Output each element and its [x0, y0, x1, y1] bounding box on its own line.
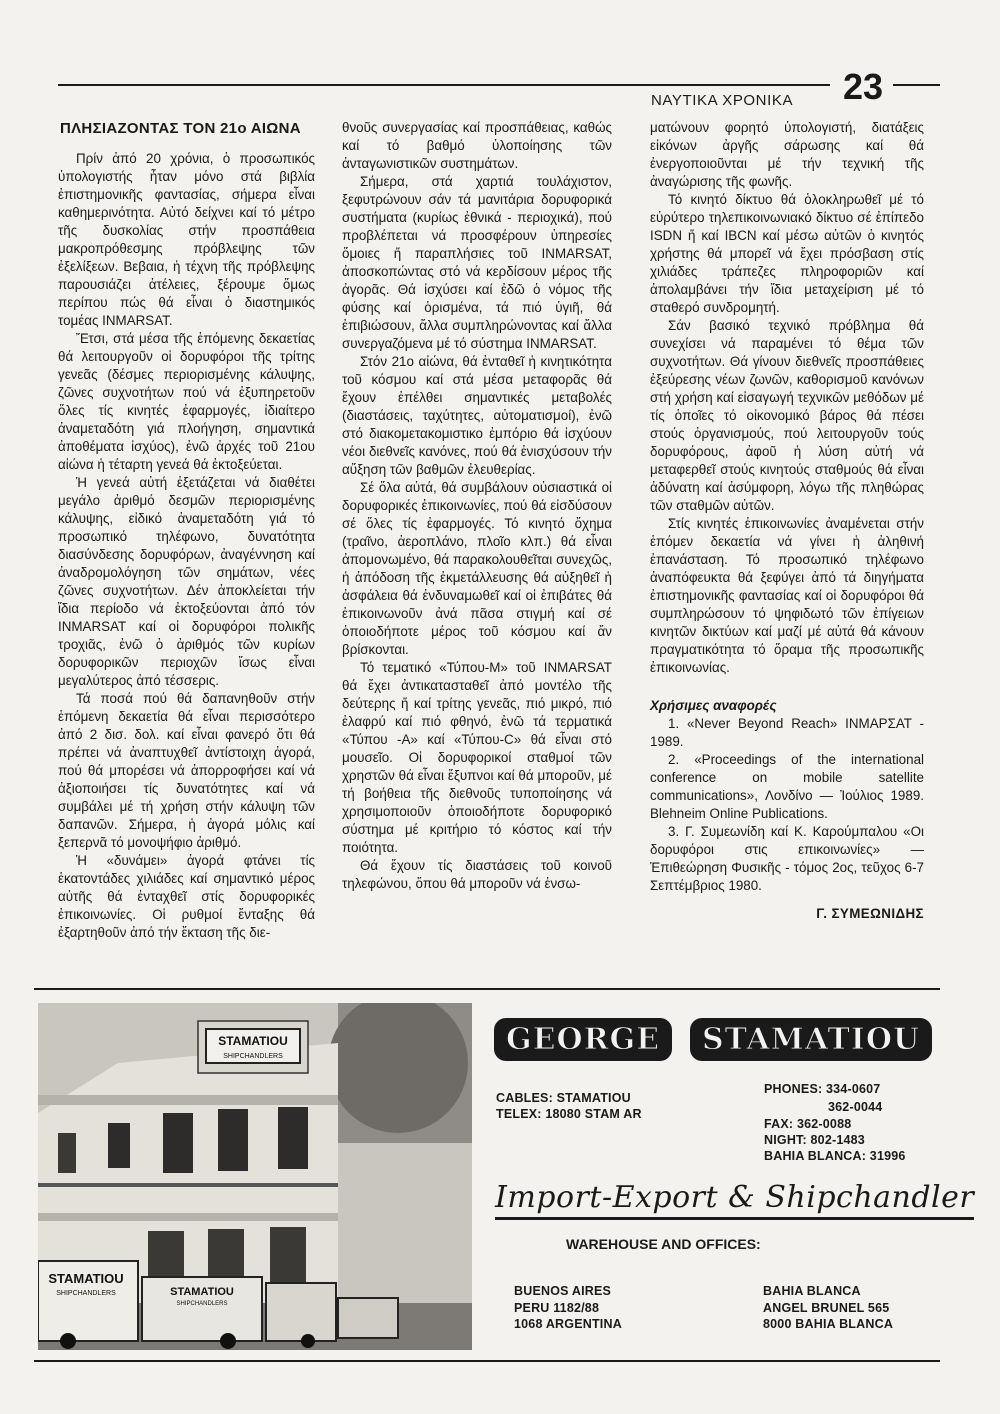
- paragraph: Τό κινητό δίκτυο θά ὁλοκληρωθεῖ μέ τό εὐρύτερο τηλεπικοινωνιακό δίκτυο σέ ἐπίπεδο ISDN ἤ καί IBCN καί μέσω αὐτῶν ὁ κινητός χρήστης θά μπορεῖ νά ἔχει πρόσβαση στίς χιλιάδες τράπεζες πληροφοριῶν καί ἀπολαμβάνει τήν ἴδια μεταχείριση μέ τό σταθερό συνδρομητή.: [650, 192, 924, 315]
- header-rule-left: [58, 84, 830, 86]
- article-column-3: [650, 119, 924, 923]
- paragraph: Στίς κινητές ἐπικοινωνίες ἀναμένεται στήν ἑπόμεν δεκαετία νά γίνει ἡ ἀληθινή ἐπανάσταση. Τό προσωπικό τηλέφωνο ἀναπόφευκτα θά ξεφύγει ἀπό τά διηγήματα ἐπιστημονικῆς φαντασίας καί οἱ δορυφόροι θά συμπληρώσουν τό ψηφιδωτό τῶν ἐπίγειων κινητῶν δικτύων καί μαζί μέ αὐτά θά κάνουν πραγματικότητα τό ὅραμα τῆς προσωπικῆς ἐπικοινωνίας.: [650, 516, 924, 675]
- header-rule-right: [893, 84, 940, 86]
- address-line: PERU 1182/88: [514, 1300, 600, 1315]
- reference-item: 2. «Proceedings of the international conference on mobile satellite communications», Λονδίνο — Ἰούλιος 1989. Blehneim Online Publications.: [650, 752, 924, 821]
- reference-item: 1. «Never Beyond Reach» ΙΝΜΑΡΣΑΤ - 1989.: [650, 716, 924, 749]
- paragraph: Σέ ὅλα αὐτά, θά συμβάλουν οὐσιαστικά οἱ δορυφορικές ἐπικοινωνίες, πού θά εἰσδύσουν σέ ὅλες τίς ἐφαρμογές. Τό κινητό ὄχημα (τραῖνο, ἀεροπλάνο, πλοῖο κλπ.) θά εἶναι ἀπομονωμένο, θά παρακολουθεῖται συνεχῶς, ἡ ἀπόδοση τῆς ἐκμετάλλευσης θά αὐξηθεῖ ἡ ἀσφάλεια θά ἐνδυναμωθεῖ καί οἱ ἐπιβάτες θά ἐπικοινωνοῦν ἀνά πᾶσα στιγμή καί σέ ὁποιοδήποτε μέρος τοῦ κόσμου καί ἄν βρίσκονται.: [342, 480, 612, 657]
- sign-main-subtext: SHIPCHANDLERS: [223, 1053, 283, 1060]
- author-signature: Γ. ΣΥΜΕΩΝΙΔΗΣ: [816, 906, 924, 921]
- fax-line: FAX: 362-0088: [764, 1117, 852, 1131]
- telex-line: TELEX: 18080 STAM AR: [496, 1107, 642, 1121]
- phones-line-2: 362-0044: [828, 1100, 883, 1114]
- office-bahia-blanca: [763, 1283, 893, 1333]
- office-buenos-aires: [514, 1283, 622, 1333]
- van1-sign-subtext: SHIPCHANDLERS: [56, 1290, 116, 1297]
- address-line: ANGEL BRUNEL 565: [763, 1300, 890, 1315]
- address-line: BUENOS AIRES: [514, 1284, 612, 1298]
- paragraph: θνοῦς συνεργασίας καί προσπάθειας, καθώς καί τό βαθμό ὑλοποίησης τῶν ἀνταγωνιστικῶν συστημάτων.: [342, 120, 612, 171]
- paragraph: Σάν βασικό τεχνικό πρόβλημα θά συνεχίσει νά παραμένει τό θέμα τῶν συχνοτήτων. Θά γίνουν διεθνεῖς προσπάθειες ἐξεύρεσης νέων ζωνῶν, καθορισμοῦ κανόνων στή χρήση καί εἰσαγωγή τεχνικῶν μεθόδων μέ τίς ὁποῖες τό οἰκονομικό βάρος θά πέσει στούς ὀργανισμούς, πού λειτουργοῦν τούς δορυφόρους, ἀφοῦ ἡ λύση αὐτή νά μεταφερθεῖ στούς κινητούς σταθμούς θά εἶναι ἀδύνατη καί ἀσύμφορη, λόγω τῆς πληθώρας τῶν σταθμῶν αὐτῶν.: [650, 318, 924, 513]
- van1-sign-text: STAMATIOU: [48, 1271, 124, 1286]
- paragraph: Ἔτσι, στά μέσα τῆς ἑπόμενης δεκαετίας θά λειτουργοῦν οἱ δορυφόροι τῆς τρίτης γενεᾶς (δέσμες περιορισμένης κάλυψης, ζῶνες συχνοτήτων πού νά ἐξυπηρετοῦν ὅλες τίς κινητές ἐφαρμογές, ἰδιαίτερο ἀναμεταδότη γιά πλοήγηση, σημαντικά ἀποθέματα ἰσχύος), ἐνῶ ἀρχές τοῦ 21ου αἰώνα ἡ τέταρτη γενεά θά ἐκτοξεύεται.: [58, 331, 315, 472]
- address-line: 8000 BAHIA BLANCA: [763, 1317, 894, 1331]
- article-column-1: [58, 150, 315, 942]
- sign-main-text: STAMATIOU: [218, 1034, 288, 1048]
- paragraph: ματώνουν φορητό ὑπολογιστή, διατάξεις εἰκόνων ἀργῆς σάρωσης καί θά ἐνεργοποιοῦνται μέ τήν τεχνική τῆς ἀναγώρισης τῆς φωνῆς.: [650, 120, 924, 189]
- van2-sign-text: STAMATIOU: [170, 1286, 234, 1298]
- paragraph: Σήμερα, στά χαρτιά τουλάχιστον, ξεφυτρώνουν σάν τά μανιτάρια δορυφορικά συστήματα (κυρίως ἐθνικά - περιοχικά), πού προβλέπεται νά προσφέρουν ὑπηρεσίες ὅμοιες ἤ παραπλήσιες τοῦ INMARSAT, ἀποσκοπώντας στό νά κερδίσουν μέρος τῆς ἀγορᾶς. Θά ἰσχύσει καί ἐδῶ ὁ νόμος τῆς φύσης καί ὁρισμένα, τά πιό ὑγιῆ, θά ἐπιβιώσουν, ἄλλα συμπληρώνοντας καί ἄλλα συνεργαζόμενα μέ τό σύστημα INMARSAT.: [342, 174, 612, 351]
- article-title: ΠΛΗΣΙΑΖΟΝΤΑΣ ΤΟΝ 21ο ΑΙΩΝΑ: [60, 120, 301, 137]
- advert-bottom-rule: [34, 1360, 940, 1362]
- address-line: 1068 ARGENTINA: [514, 1317, 622, 1331]
- paragraph: Στόν 21ο αἰώνα, θά ἐνταθεῖ ἡ κινητικότητα τοῦ κόσμου καί στά μέσα μεταφορᾶς θά ἔχουν ἐπέλθει σημαντικές μεταβολές (διαστάσεις, ταχύτητες, αὐτοματισμοί), ἐνῶ στό διακομετακομιστικο ἐμπόριο θά ἰσχύουν νέοι διεθνεῖς κανόνες, πού θά ἐνισχύσουν τήν αὔξηση τῶν βαθμῶν ἐλευθερίας.: [342, 354, 612, 477]
- address-line: BAHIA BLANCA: [763, 1284, 861, 1298]
- paragraph: Ἡ γενεά αὐτή ἐξετάζεται νά διαθέτει μεγάλο ἀριθμό δεσμῶν περιορισμένης κάλυψης, εἰδικό ἀναμεταδότη γιά τό προσωπικό τηλέφωνο, δυνατότητα διασύνδεσης δορυφόρων, ἀναγέννηση καί ἀναδρομολόγηση τῶν σημάτων, νέες ζῶνες συχνοτήτων. Δέν ἀποκλείεται τήν ἴδια περίοδο νά ἐκτοξεύονται ἀπό τόν INMARSAT καί οἱ δορυφόροι πολικῆς τροχιᾶς, ἐνῶ ὁ ἀριθμός τῶν κυρίων δορυφορικῶν περιοχῶν ἴσως εἶναι μεγαλύτερος ἀπό τέσσερις.: [58, 475, 315, 688]
- article-column-2: [342, 119, 612, 893]
- phones-line: PHONES: 334-0607: [764, 1082, 881, 1096]
- warehouse-heading: WAREHOUSE AND OFFICES:: [566, 1236, 761, 1252]
- paragraph: Τά ποσά πού θά δαπανηθοῦν στήν ἑπόμενη δεκαετία θά εἶναι περισσότερο ἀπό 2 δισ. δολ. καί εἶναι φανερό ὅτι θά πρέπει νά ἀναπτυχθεῖ ἀντίστοιχη ἀγορά, πού θά μπορέσει νά ἀπορροφήσει καί νά ἀξιοποιήσει τίς δυνατότητες καί νά συμβάλει μέ τή χρήση στήν κάλυψη τῶν δαπανῶν. Σήμερα, ἡ ἀγορά μόλις καί ξεπερνᾶ τό μονοψήφιο ἀριθμό.: [58, 691, 315, 850]
- journal-name: ΝΑΥΤΙΚΑ ΧΡΟΝΙΚΑ: [651, 92, 794, 109]
- tagline: Import-Export & Shipchandler: [495, 1180, 974, 1220]
- night-line: NIGHT: 802-1483: [764, 1133, 865, 1147]
- van2-sign-subtext: SHIPCHANDLERS: [176, 1301, 228, 1307]
- cables-line: CABLES: STAMATIOU: [496, 1091, 631, 1105]
- logo-stamatiou: STAMATIOU: [690, 1018, 932, 1061]
- page-number: 23: [843, 66, 884, 107]
- storefront-illustration: [38, 1003, 472, 1350]
- paragraph: Τό τεματικό «Τύπου-Μ» τοῦ INMARSAT θά ἔχει ἀντικατασταθεῖ ἀπό μοντέλο τῆς δεύτερης ἤ καί τρίτης γενεᾶς, πιό μικρό, πιό ἐλαφρύ καί πιό φθηνό, ἐνῶ τά τερματικά «Τύπου -Α» καί «Τύπου-C» θά εἶναι στό μουσεῖο. Οἱ δορυφορικοί σταθμοί τῶν χρηστῶν θά εἶναι ἔξυπνοι καί θά μποροῦν, μέ τή βοήθεια τῆς διεθνοῦς τυποποίησης νά χρησιμοποιοῦν ὁποιοδήποτε δορυφορικό σύστημα μέ κριτήριο τό κόστος καί τήν ποιότητα.: [342, 660, 612, 855]
- paragraph: Θά ἔχουν τίς διαστάσεις τοῦ κοινοῦ τηλεφώνου, ὅπου θά μποροῦν νά ἐνσω-: [342, 858, 612, 891]
- advert-top-rule: [34, 988, 940, 990]
- bahia-phone-line: BAHIA BLANCA: 31996: [764, 1149, 906, 1163]
- storefront-photo: [38, 1003, 472, 1350]
- paragraph: Πρίν ἀπό 20 χρόνια, ὁ προσωπικός ὑπολογιστής ἦταν μόνο στά βιβλία ἐπιστημονικῆς φαντασίας, σήμερα εἶναι καθημερινότητα. Αὐτό δείχνει καί τό μέτρο τῆς δυσκολίας στήν προσπάθεια μακροπρόθεσμης πρόβλεψης τῶν ἐξελίξεων. Βεβαια, ἡ τέχνη τῆς πρόβλεψης παρουσιάζει ἀτέλειες, ξέρουμε ὅμως περίπου πώς θά εἶναι ὁ διαστημικός τομέας INMARSAT.: [58, 151, 315, 328]
- reference-item: 3. Γ. Συμεωνίδη καί Κ. Καρούμπαλου «Οι δορυφόροι στις επικοινωνίες» — Ἐπιθεώρηση Φυσικῆς - τόμος 2ος, τεῦχος 6-7 Σεπτέμβριος 1980.: [650, 824, 924, 893]
- references-title: Χρήσιμες αναφορές: [650, 698, 777, 713]
- logo-george: GEORGE: [494, 1018, 672, 1061]
- paragraph: Ἡ «δυνάμει» ἀγορά φτάνει τίς ἑκατοντάδες χιλιάδες καί σημαντικό μέρος αὐτῆς θά ἐνταχθεῖ στίς δορυφορικές ἐπικοινωνίες. Οἱ ρυθμοί ἔνταξης θά ἐξαρτηθοῦν ἀπό τήν ἔκταση τῆς διε-: [58, 853, 315, 940]
